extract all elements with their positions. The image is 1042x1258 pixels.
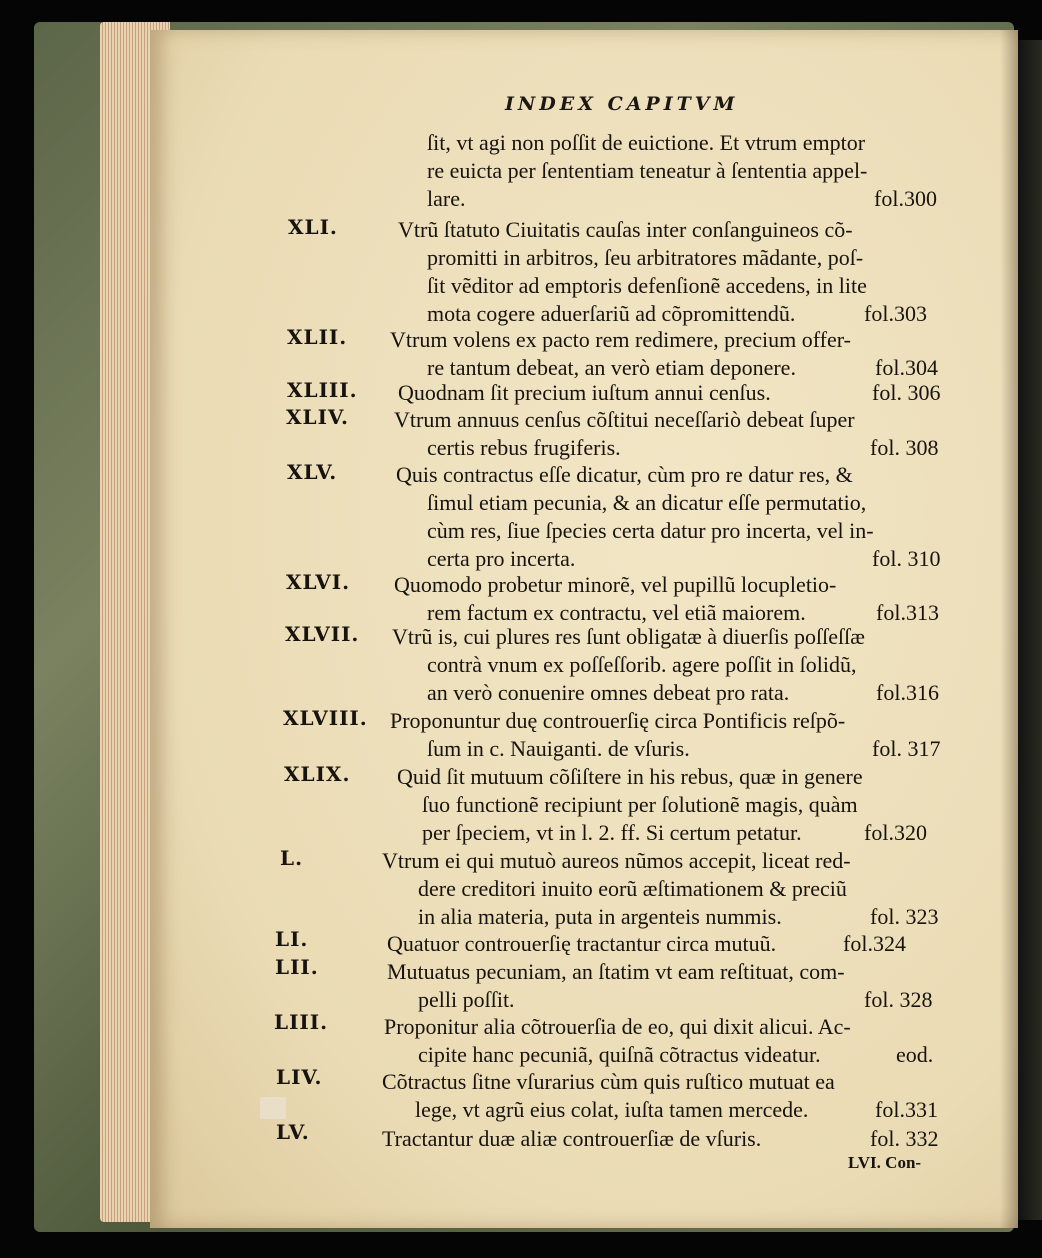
chapter-numeral: XLV.	[287, 460, 338, 484]
entry-line: Quid ſit mutuum cõſiſtere in his rebus, quæ in genere	[397, 764, 863, 789]
entry-line: Cõtractus ſitne vſurarius cùm quis ruſtico mutuat ea	[382, 1069, 835, 1094]
folio-reference: fol. 308	[870, 435, 939, 460]
running-head: INDEX CAPITVM	[505, 93, 739, 115]
entry-line: lege, vt agrũ eius colat, iuſta tamen mercede.	[415, 1097, 809, 1122]
entry-line: Vtrũ ſtatuto Ciuitatis cauſas inter conſanguineos cõ-	[398, 217, 853, 242]
entry-line: ſimul etiam pecunia, & an dicatur eſſe permutatio,	[427, 490, 867, 515]
folio-reference: fol.320	[864, 820, 927, 845]
chapter-numeral: XLII.	[287, 325, 348, 349]
catchword: LVI. Con-	[848, 1153, 922, 1172]
entry-line: Quodnam ſit precium iuſtum annui cenſus.	[398, 380, 771, 405]
folio-reference: fol. 323	[870, 904, 939, 929]
entry-line: Vtrum annuus cenſus cõſtitui neceſſariò debeat ſuper	[394, 407, 855, 432]
folio-reference: fol.324	[843, 931, 906, 956]
chapter-numeral: XLI.	[288, 215, 338, 239]
folio-reference: fol.313	[876, 600, 939, 625]
chapter-numeral: LI.	[275, 927, 309, 951]
entry-line: Proponitur alia cõtrouerſia de eo, qui dixit alicui. Ac-	[384, 1014, 851, 1039]
chapter-numeral: XLVI.	[286, 570, 351, 594]
chapter-numeral: XLIV.	[286, 405, 349, 429]
entry-line: certa pro incerta.	[427, 546, 576, 571]
entry-line: cùm res, ſiue ſpecies certa datur pro incerta, vel in-	[427, 518, 874, 543]
entry-line: certis rebus frugiferis.	[427, 435, 621, 460]
chapter-numeral: XLIII.	[287, 378, 358, 402]
folio-reference: fol.303	[864, 301, 927, 326]
chapter-numeral: LIII.	[274, 1010, 329, 1034]
entry-line: Mutuatus pecuniam, an ſtatim vt eam reſtituat, com-	[387, 959, 845, 984]
entry-line: per ſpeciem, vt in l. 2. ff. Si certum petatur.	[422, 820, 802, 845]
entry-line: lare.	[427, 186, 466, 211]
entry-line: Vtrum ei qui mutuò aureos nũmos accepit, liceat red-	[382, 848, 851, 873]
chapter-numeral: XLIX.	[284, 762, 351, 786]
chapter-numeral: XLVII.	[285, 622, 360, 646]
chapter-numeral: LV.	[276, 1120, 310, 1144]
entry-line: in alia materia, puta in argenteis nummis.	[418, 904, 782, 929]
entry-line: rem factum ex contractu, vel etiã maiorem.	[427, 600, 806, 625]
entry-line: ſit, vt agi non poſſit de euictione. Et vtrum emptor	[427, 130, 866, 155]
chapter-numeral: L.	[280, 846, 304, 870]
folio-reference: fol. 332	[870, 1126, 939, 1151]
entry-line: dere creditori inuito eorũ æſtimationem & preciũ	[418, 876, 847, 901]
entry-line: ſuo functionẽ recipiunt per ſolutionẽ magis, quàm	[422, 792, 858, 817]
entry-line: pelli poſſit.	[418, 987, 515, 1012]
entry-line: contrà vnum ex poſſeſſorib. agere poſſit in ſolidũ,	[427, 652, 857, 677]
folio-reference: fol.300	[874, 186, 937, 211]
entry-line: promitti in arbitros, ſeu arbitratores mãdante, poſ-	[427, 245, 864, 270]
folio-reference: eod.	[896, 1042, 934, 1067]
chapter-numeral: LIV.	[276, 1065, 323, 1089]
chapter-numeral: LII.	[275, 955, 319, 979]
entry-line: ſit vẽditor ad emptoris defenſionẽ accedens, in lite	[427, 273, 867, 298]
entry-line: an verò conuenire omnes debeat pro rata.	[427, 680, 790, 705]
entry-line: Vtrũ is, cui plures res ſunt obligatæ à diuerſis poſſeſſæ	[392, 624, 865, 649]
folio-reference: fol. 328	[864, 987, 933, 1012]
folio-reference: fol.304	[875, 355, 938, 380]
entry-line: mota cogere aduerſariũ ad cõpromittendũ.	[427, 301, 796, 326]
folio-reference: fol.331	[875, 1097, 938, 1122]
entry-line: cipite hanc pecuniã, quiſnã cõtractus videatur.	[418, 1042, 821, 1067]
entry-line: re tantum debeat, an verò etiam deponere.	[427, 355, 796, 380]
entry-line: Quatuor controuerſię tractantur circa mutuũ.	[387, 931, 777, 956]
folio-reference: fol. 306	[872, 380, 941, 405]
chapter-numeral: XLVIII.	[283, 706, 368, 730]
entry-line: Tractantur duæ aliæ controuerſiæ de vſuris.	[382, 1126, 762, 1151]
entry-line: Quis contractus eſſe dicatur, cùm pro re datur res, &	[396, 462, 853, 487]
entry-line: re euicta per ſententiam teneatur à ſententia appel-	[427, 158, 868, 183]
folio-reference: fol. 317	[872, 736, 941, 761]
folio-reference: fol.316	[876, 680, 939, 705]
entry-line: ſum in c. Nauiganti. de vſuris.	[427, 736, 690, 761]
entry-line: Proponuntur duę controuerſię circa Pontificis reſpõ-	[390, 708, 846, 733]
entry-line: Vtrum volens ex pacto rem redimere, precium offer-	[390, 327, 851, 352]
folio-reference: fol. 310	[872, 546, 941, 571]
entry-line: Quomodo probetur minorẽ, vel pupillũ locupletio-	[394, 572, 837, 597]
